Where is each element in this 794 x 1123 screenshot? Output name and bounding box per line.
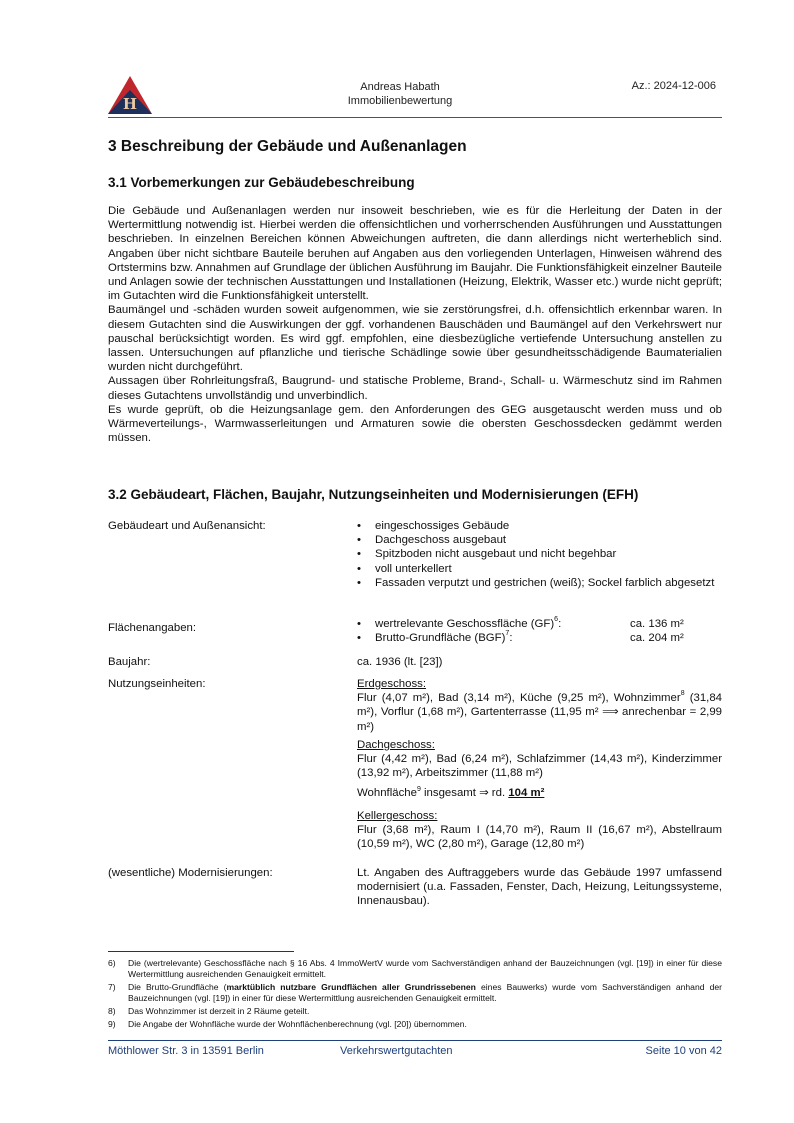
footer-document: Verkehrswertgutachten — [340, 1045, 453, 1057]
modernization-label: (wesentliche) Modernisierungen: — [108, 867, 273, 879]
bgf-value: ca. 204 m² — [630, 632, 684, 645]
paragraph-1: Die Gebäude und Außenanlagen werden nur insoweit beschrieben, wie es für die Herleitung der Daten in der Wertermittlung notwendig ist. Hierbei werden die offensichtlichen und vorherrschenden Ausführungen und Ausstattungen beschrieben. In einzelnen Bereichen können Abweichungen auftreten, die dann allerdings nicht werterheblich sind. Angaben über nicht sichtbare Bauteile beruhen auf Angaben aus den vorliegenden Unterlagen, Hinweisen während des Ortstermins bzw. Annahmen auf Grundlage der üblichen Ausführung im Baujahr. Die Funktionsfähigkeit einzelner Bauteile und Anlagen sowie der technischen Ausstattungen und Installationen (Heizung, Elektrik, Wasser etc.) wurde nicht geprüft; im Gutachten wird die Funktionsfähigkeit unterstellt. — [108, 205, 722, 303]
units-block — [357, 677, 722, 855]
header-reference: Az.: 2024-12-006 — [631, 80, 716, 92]
kg-rooms: Flur (3,68 m²), Raum I (14,70 m²), Raum II (16,67 m²), Abstellraum (10,59 m²), WC (2,80 m²), Garage (12,80 m²) — [357, 823, 722, 851]
living-area-line — [357, 786, 722, 800]
preliminary-remarks — [108, 204, 722, 445]
building-type-item: • Dachgeschoss ausgebaut — [357, 533, 722, 547]
gf-row: • wertrelevante Geschossfläche (GF)$^6$: ca. 136 m² — [357, 617, 722, 631]
building-type-item: • voll unterkellert — [357, 562, 722, 576]
header-subtitle: Immobilienbewertung — [347, 95, 453, 107]
footnote-7: 7) Die Brutto-Grundfläche (marktüblich nutzbare Grundflächen aller Grundrissebenen eines Bauwerks) wurde vom Sachverständigen anhand der Bauzeichnungen (vgl. [19]) in einer für diese Wertermittlung ausreichenden Genauigkeit ermittelt. — [108, 982, 723, 1003]
units-label: Nutzungseinheiten: — [108, 678, 206, 690]
modernization-text: Lt. Angaben des Auftraggebers wurde das Gebäude 1997 umfassend modernisiert (u.a. Fassaden, Fenster, Dach, Heizung, Leitungssysteme, Innenausbau). — [357, 867, 722, 908]
eg-rooms-b: (31,84 m²), Vorflur (1,68 m²), Gartenterrasse (11,95 m² ⟹ anrechenbar = 2,99 m²) — [357, 692, 723, 733]
header-rule — [108, 117, 722, 118]
footer-rule — [108, 1040, 722, 1041]
footer-page: Seite 10 von 42 — [645, 1045, 722, 1057]
footnote-6: 6) Die (wertrelevante) Geschossfläche nach § 16 Abs. 4 ImmoWertV wurde vom Sachverständigen anhand der Bauzeichnungen (vgl. [19]) in einer für diese Wertermittlung ausreichenden Genauigkeit ermittelt. — [108, 958, 722, 979]
footnote-8: 8) Das Wohnzimmer ist derzeit in 2 Räume geteilt. — [108, 1006, 310, 1016]
footnotes — [108, 958, 722, 1032]
logo-letter: H — [122, 95, 138, 113]
paragraph-2: Baumängel und -schäden wurden soweit aufgenommen, wie sie zerstörungsfrei, d.h. offensichtlich erkennbar waren. In diesem Gutachten sind die Auswirkungen der ggf. vorhandenen Bauschäden und Baumängel auf den Verkehrswert nur pauschal berücksichtigt worden. Es wird ggf. empfohlen, eine diesbezügliche vertiefende Untersuchung anstellen zu lassen. Untersuchungen auf pflanzliche und tierische Schädlinge sowie über gesundheitsschädigende Baumaterialien wurden nicht durchgeführt. — [108, 304, 722, 374]
bgf-row: • Brutto-Grundfläche (BGF)$^7$: ca. 204 m² — [357, 631, 722, 645]
footnote-9: 9) Die Angabe der Wohnfläche wurde der Wohnflächenberechnung (vgl. [20]) übernommen. — [108, 1019, 467, 1029]
bgf-label: Brutto-Grundfläche (BGF) — [375, 632, 506, 645]
eg-title: Erdgeschoss: — [357, 678, 427, 690]
bgf-footnote-ref: 7 — [505, 630, 510, 638]
eg-rooms-a: Flur (4,07 m²), Bad (3,14 m²), Küche (9,25 m²), Wohnzimmer — [357, 692, 681, 705]
habath-logo — [108, 76, 152, 114]
subsection-title-3-1: 3.1 Vorbemerkungen zur Gebäudebeschreibung — [108, 175, 415, 190]
dg-rooms: Flur (4,42 m²), Bad (6,24 m²), Schlafzimmer (14,43 m²), Kinderzimmer (13,92 m²), Arbeitszimmer (11,88 m²) — [357, 753, 722, 780]
year-label: Baujahr: — [108, 656, 151, 668]
living-area-text: insgesamt ⇒ rd. — [420, 787, 509, 800]
kg-title: Kellergeschoss: — [357, 809, 438, 822]
building-type-item: • Fassaden verputzt und gestrichen (weiß); Sockel farblich abgesetzt — [357, 576, 722, 590]
year-value: ca. 1936 (lt. [23]) — [357, 656, 443, 668]
paragraph-3: Aussagen über Rohrleitungsfraß, Baugrund- und statische Probleme, Brand-, Schall- u. Wärmeschutz sind im Rahmen dieses Gutachtens unvollständig und unverbindlich. — [108, 375, 722, 402]
living-area-label: Wohnfläche — [357, 787, 417, 800]
gf-footnote-ref: 6 — [554, 616, 559, 624]
section-title: 3 Beschreibung der Gebäude und Außenanlagen — [108, 138, 467, 155]
subsection-title-3-2: 3.2 Gebäudeart, Flächen, Baujahr, Nutzungseinheiten und Modernisierungen (EFH) — [108, 487, 639, 502]
footnote-separator — [108, 951, 294, 952]
dg-title: Dachgeschoss: — [357, 738, 435, 751]
building-type-item: • eingeschossiges Gebäude — [357, 519, 722, 533]
header-name: Andreas Habath — [360, 81, 440, 93]
paragraph-4: Es wurde geprüft, ob die Heizungsanlage gem. den Anforderungen des GEG ausgetauscht werden muss und ob Wärmeverteilungs-, Warmwasserleitungen und Armaturen sowie die obersten Geschossdecken gedämmt werden müssen. — [108, 403, 722, 445]
living-area-value: 104 m² — [508, 787, 545, 800]
gf-label: wertrelevante Geschossfläche (GF) — [375, 618, 555, 630]
area-list — [357, 617, 722, 645]
building-type-list — [357, 519, 722, 590]
building-type-item: • Spitzboden nicht ausgebaut und nicht begehbar — [357, 547, 722, 561]
eg-footnote-ref: 8 — [680, 690, 685, 698]
building-type-label: Gebäudeart und Außenansicht: — [108, 520, 266, 532]
living-area-footnote-ref: 9 — [416, 785, 421, 793]
area-label: Flächenangaben: — [108, 622, 197, 634]
footer-address: Möthlower Str. 3 in 13591 Berlin — [108, 1045, 264, 1057]
gf-value: ca. 136 m² — [630, 618, 684, 630]
